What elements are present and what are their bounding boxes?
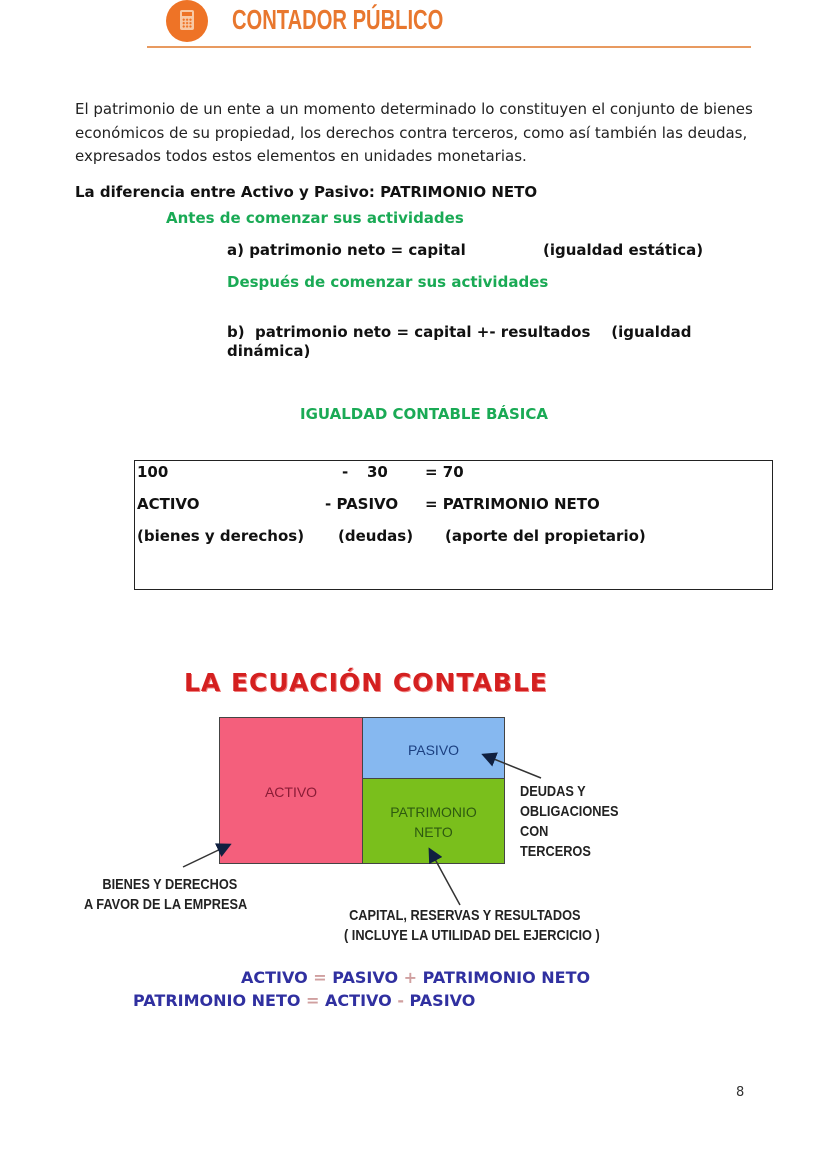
eq2-op1: = bbox=[306, 991, 320, 1010]
pasivo-block-label: PASIVO bbox=[407, 742, 460, 758]
pn-block-label-2: NETO bbox=[414, 824, 453, 840]
after-activities-label: Después de comenzar sus actividades bbox=[227, 273, 549, 291]
equation-2 bbox=[133, 991, 475, 1010]
section-heading: La diferencia entre Activo y Pasivo: PATRIMONIO NETO bbox=[75, 183, 538, 201]
page-number: 8 bbox=[736, 1085, 745, 1100]
figure-title: LA ECUACIÓN CONTABLE bbox=[184, 668, 548, 697]
activo-note-line: A FAVOR DE LA EMPRESA bbox=[84, 896, 248, 913]
eq1-term-c: PATRIMONIO NETO bbox=[422, 968, 591, 987]
eq1-op2: + bbox=[403, 968, 418, 987]
pn-value: = 70 bbox=[425, 463, 464, 481]
pn-label: = PATRIMONIO NETO bbox=[425, 495, 600, 513]
eq1-term-b: PASIVO bbox=[332, 968, 399, 987]
eq2-term-c: PASIVO bbox=[409, 991, 476, 1010]
dynamic-equality-line2: dinámica) bbox=[227, 342, 311, 360]
activo-label: ACTIVO bbox=[137, 495, 200, 513]
pasivo-note-line: DEUDAS Y bbox=[520, 783, 586, 800]
static-equality-note: (igualdad estática) bbox=[543, 241, 704, 259]
pn-note-line: ( INCLUYE LA UTILIDAD DEL EJERCICIO ) bbox=[344, 927, 600, 944]
activo-desc: (bienes y derechos) bbox=[137, 527, 305, 545]
minus-sign: - bbox=[342, 463, 349, 481]
eq1-term-a: ACTIVO bbox=[241, 968, 308, 987]
equation-1 bbox=[241, 968, 590, 987]
intro-paragraph: El patrimonio de un ente a un momento determinado lo constituyen el conjunto de bienes económicos de su propiedad, los derechos contra terceros, como así también las deudas, expresados todos estos elementos en unidades monetarias. bbox=[75, 100, 753, 165]
activo-value: 100 bbox=[137, 463, 169, 481]
pasivo-desc: (deudas) bbox=[338, 527, 414, 545]
activo-note-line: BIENES Y DERECHOS bbox=[102, 876, 238, 893]
dynamic-equality-line1: b) patrimonio neto = capital +- resultados (igualdad bbox=[227, 323, 692, 341]
pasivo-value: 30 bbox=[367, 463, 388, 481]
pasivo-note-line: OBLIGACIONES bbox=[520, 803, 619, 820]
pn-annotation bbox=[344, 906, 600, 946]
activo-block-label: ACTIVO bbox=[264, 784, 318, 800]
pn-note-line: CAPITAL, RESERVAS Y RESULTADOS bbox=[349, 907, 581, 924]
eq2-term-b: ACTIVO bbox=[325, 991, 392, 1010]
equality-title: IGUALDAD CONTABLE BÁSICA bbox=[300, 405, 549, 423]
static-equality-formula: a) patrimonio neto = capital bbox=[227, 241, 466, 259]
eq2-term-a: PATRIMONIO NETO bbox=[133, 991, 301, 1010]
pn-desc: (aporte del propietario) bbox=[445, 527, 646, 545]
activo-annotation bbox=[84, 875, 247, 915]
pasivo-annotation bbox=[520, 782, 618, 862]
header-title: CONTADOR PÚBLICO bbox=[232, 4, 444, 35]
pasivo-label: - PASIVO bbox=[325, 495, 399, 513]
pn-block-label-1: PATRIMONIO bbox=[390, 804, 477, 820]
before-activities-label: Antes de comenzar sus actividades bbox=[166, 209, 464, 227]
pasivo-note-line: TERCEROS bbox=[520, 843, 591, 860]
eq1-op1: = bbox=[313, 968, 327, 987]
eq2-op2: - bbox=[397, 991, 404, 1010]
pasivo-note-line: CON bbox=[520, 823, 549, 840]
